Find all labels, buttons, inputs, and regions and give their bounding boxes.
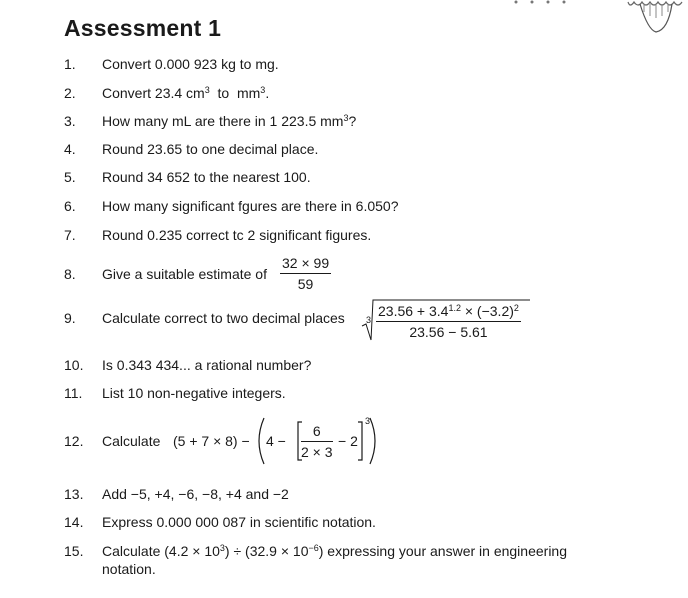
- question-number: 14.: [64, 514, 84, 530]
- inner-fraction: [301, 423, 333, 460]
- question-text: Round 23.65 to one decimal place.: [102, 141, 319, 157]
- question-number: 6.: [64, 198, 76, 214]
- question-text: Add −5, +4, −6, −8, +4 and −2: [102, 486, 289, 502]
- question-text: Calculate correct to two decimal places: [102, 310, 345, 326]
- question-text: Is 0.343 434... a rational number?: [102, 357, 312, 373]
- exponent: 3: [365, 416, 371, 426]
- question-number: 7.: [64, 227, 76, 243]
- expression-part-b: 4 −: [266, 433, 286, 449]
- question-text: Calculate: [102, 433, 161, 449]
- question-text-line2: notation.: [102, 561, 156, 577]
- question-number: 5.: [64, 169, 76, 185]
- expression-part-c: − 2: [338, 433, 358, 449]
- question-text: How many significant fgures are there in 6.050?: [102, 198, 399, 214]
- fraction-denominator: 23.56 − 5.61: [409, 324, 488, 340]
- question-text: List 10 non-negative integers.: [102, 385, 286, 401]
- question-number: 2.: [64, 85, 76, 101]
- question-number: 8.: [64, 266, 76, 282]
- question-number: 13.: [64, 486, 84, 502]
- question-text: Convert 23.4 $cm^3$ to $mm^3$.: [102, 85, 270, 101]
- question-number: 9.: [64, 310, 76, 326]
- question-text: Give a suitable estimate of: [102, 266, 267, 282]
- question-text: Calculate $(4.2 \times 10^3) \div (32.9 \times 10^{-6})$ expressing your answer in engineering: [102, 543, 567, 559]
- question-text: Round 34 652 to the nearest 100.: [102, 169, 311, 185]
- question-text: How many mL are there in 1 223.5 $mm^3$?: [102, 113, 357, 129]
- corner-ornament-icon: [620, 0, 688, 40]
- question-number: 10.: [64, 357, 84, 373]
- estimate-fraction: [280, 255, 331, 292]
- fraction-numerator: 32 × 99: [280, 255, 331, 274]
- question-number: 12.: [64, 433, 84, 449]
- question-text: Express 0.000 000 087 in scientific notation.: [102, 514, 376, 530]
- fraction-denominator: 2 × 3: [301, 444, 333, 460]
- question-number: 11.: [64, 385, 83, 401]
- fraction-denominator: 59: [297, 276, 314, 292]
- fraction-numerator: $23.56 + 3.4^{1.2} \times (-3.2)^2$: [376, 303, 521, 322]
- page-title: Assessment 1: [64, 15, 222, 41]
- dots-icon: [512, 0, 572, 6]
- root-index: 3: [366, 315, 372, 325]
- expression-part-a: (5 + 7 × 8) −: [173, 433, 250, 449]
- question-text: Round 0.235 correct tc 2 significant figures.: [102, 227, 372, 243]
- question-number: 3.: [64, 113, 76, 129]
- root-fraction: [376, 303, 521, 340]
- question-text: Convert 0.000 923 kg to mg.: [102, 56, 279, 72]
- question-number: 4.: [64, 141, 76, 157]
- fraction-numerator: 6: [301, 423, 333, 442]
- question-number: 15.: [64, 543, 84, 559]
- question-number: 1.: [64, 56, 76, 72]
